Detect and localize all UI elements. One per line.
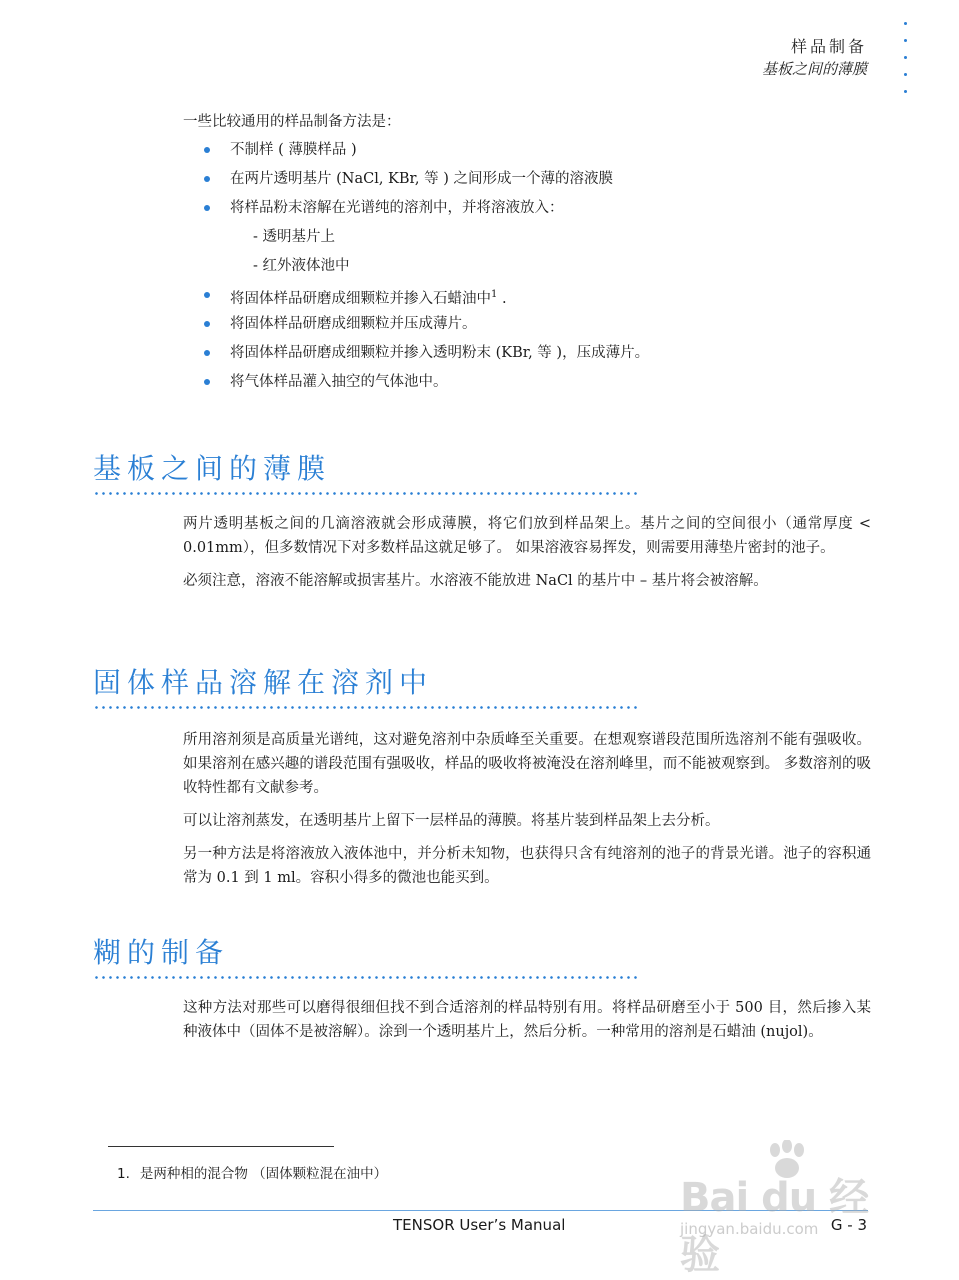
bullet-icon: [204, 321, 210, 327]
sub-list-item: - 透明基片上: [253, 229, 336, 245]
list-item: 将固体样品研磨成细颗粒并压成薄片。: [200, 314, 840, 343]
list-item: 不制样 ( 薄膜样品 ): [200, 140, 840, 169]
bullet-icon: [204, 205, 210, 211]
section-title-solution: 固体样品溶解在溶剂中: [93, 666, 434, 699]
header-section: 基板之间的薄膜: [761, 60, 867, 78]
section-body-films: [183, 512, 871, 602]
page-number: G - 3: [830, 1216, 867, 1234]
watermark: [680, 1140, 900, 1278]
list-item: 将样品粉末溶解在光谱纯的溶剂中，并将溶液放入：: [200, 198, 840, 227]
footnote: [117, 1162, 387, 1182]
watermark-brand: Bai du 经验: [680, 1175, 869, 1278]
footnote-number: 1.: [117, 1166, 130, 1182]
list-item: 将固体样品研磨成细颗粒并掺入透明粉末 (KBr, 等 )，压成薄片。: [200, 343, 840, 372]
footnote-ref[interactable]: 1: [491, 289, 498, 300]
paragraph: 必须注意，溶液不能溶解或损害基片。水溶液不能放进 NaCl 的基片中 – 基片将会被溶解。: [183, 573, 768, 589]
paragraph: 这种方法对那些可以磨得很细但找不到合适溶剂的样品特别有用。将样品研磨至小于 500 目，然后掺入某种液体中（固体不是被溶解）。涂到一个透明基片上，然后分析。一种常用的溶剂是石蜡油 (nujol)。: [183, 1000, 871, 1040]
section-divider: [93, 706, 637, 709]
running-header: [762, 36, 867, 80]
bullet-icon: [204, 147, 210, 153]
section-title-films: 基板之间的薄膜: [93, 452, 332, 485]
bullet-icon: [204, 350, 210, 356]
list-item: 在两片透明基片 (NaCl, KBr, 等 ) 之间形成一个薄的溶液膜: [200, 169, 840, 198]
method-list: [200, 140, 840, 401]
footer-title: TENSOR User’s Manual: [393, 1216, 566, 1234]
bullet-icon: [204, 292, 210, 298]
bullet-icon: [204, 176, 210, 182]
edge-dots: [904, 22, 908, 107]
paragraph: 另一种方法是将溶液放入液体池中，并分析未知物，也获得只含有纯溶剂的池子的背景光谱。池子的容积通常为 0.1 到 1 ml。容积小得多的微池也能买到。: [183, 846, 871, 886]
header-chapter: 样品制备: [790, 37, 867, 56]
sub-list-item: - 红外液体池中: [253, 258, 350, 274]
section-body-solution: [183, 728, 871, 899]
paragraph: 两片透明基板之间的几滴溶液就会形成薄膜，将它们放到样品架上。基片之间的空间很小（通常厚度 < 0.01mm），但多数情况下对多数样品这就足够了。 如果溶液容易挥发，则需要用薄垫片密封的池子。: [183, 516, 871, 556]
list-item: 将固体样品研磨成细颗粒并掺入石蜡油中$^1$ .: [200, 285, 840, 314]
list-item: 将气体样品灌入抽空的气体池中。: [200, 372, 840, 401]
watermark-url: jingyan.baidu.com: [680, 1220, 819, 1238]
bullet-icon: [204, 379, 210, 385]
section-divider: [93, 492, 637, 495]
footnote-divider: [108, 1146, 334, 1147]
intro-text: 一些比较通用的样品制备方法是：: [183, 114, 401, 130]
footnote-text: 是两种相的混合物 （固体颗粒混在油中）: [139, 1166, 388, 1182]
section-title-mull: 糊的制备: [93, 936, 230, 969]
paragraph: 所用溶剂须是高质量光谱纯，这对避免溶剂中杂质峰至关重要。在想观察谱段范围所选溶剂不能有强吸收。如果溶剂在感兴趣的谱段范围有强吸收，样品的吸收将被淹没在溶剂峰里，而不能被观察到。 多数溶剂的吸收特性都有文献参考。: [183, 732, 871, 796]
section-body-mull: [183, 996, 871, 1053]
paragraph: 可以让溶剂蒸发，在透明基片上留下一层样品的薄膜。将基片装到样品架上去分析。: [183, 813, 720, 829]
section-divider: [93, 976, 637, 979]
